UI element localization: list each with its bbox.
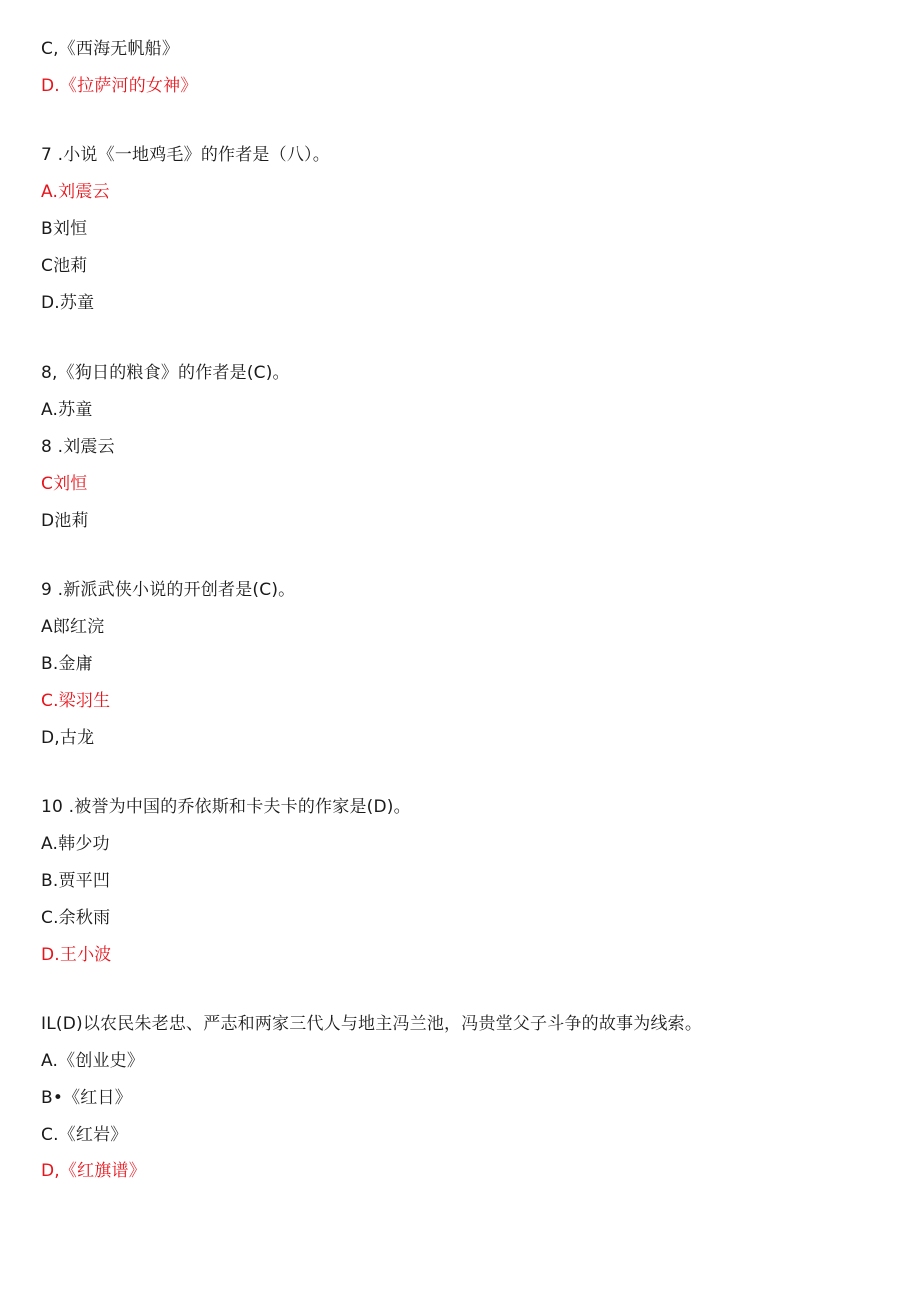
option-a-q10: A.韩少功 [41, 834, 110, 854]
option-a-q8: A.苏童 [41, 400, 93, 420]
option-a-q11: A.《创业史》 [41, 1051, 145, 1071]
question-7: 7 .小说《一地鸡毛》的作者是（八）。 [41, 145, 330, 165]
option-d-q9: D,古龙 [41, 728, 95, 748]
option-a-q9: A郎红浣 [41, 617, 105, 637]
option-c-q7: C池莉 [41, 256, 88, 276]
question-10: 10 .被誉为中国的乔依斯和卡夫卡的作家是(D)。 [41, 797, 411, 817]
option-d-q7: D.苏童 [41, 293, 95, 313]
answer-option-c-q9: C.梁羽生 [41, 691, 111, 711]
answer-option-c-q8: C刘恒 [41, 474, 88, 494]
option-d-q8: D池莉 [41, 511, 89, 531]
answer-option-a-q7: A.刘震云 [41, 182, 110, 202]
option-c-q6: C,《西海无帆船》 [41, 39, 180, 59]
option-b-q11: B•《红日》 [41, 1088, 132, 1108]
question-11: IL(D)以农民朱老忠、严志和两家三代人与地主冯兰池，冯贵堂父子斗争的故事为线索。 [41, 1014, 703, 1034]
option-b-q8: 8 .刘震云 [41, 437, 115, 457]
answer-option-d-q6: D.《拉萨河的女神》 [41, 76, 198, 96]
answer-option-d-q10: D.王小波 [41, 945, 112, 965]
question-9: 9 .新派武侠小说的开创者是(C)。 [41, 580, 296, 600]
option-c-q10: C.余秋雨 [41, 908, 111, 928]
option-c-q11: C.《红岩》 [41, 1125, 128, 1145]
option-b-q9: B.金庸 [41, 654, 93, 674]
answer-option-d-q11: D,《红旗谱》 [41, 1161, 146, 1181]
option-b-q10: B.贾平凹 [41, 871, 111, 891]
option-b-q7: B刘恒 [41, 219, 88, 239]
question-8: 8,《狗日的粮食》的作者是(C)。 [41, 363, 290, 383]
